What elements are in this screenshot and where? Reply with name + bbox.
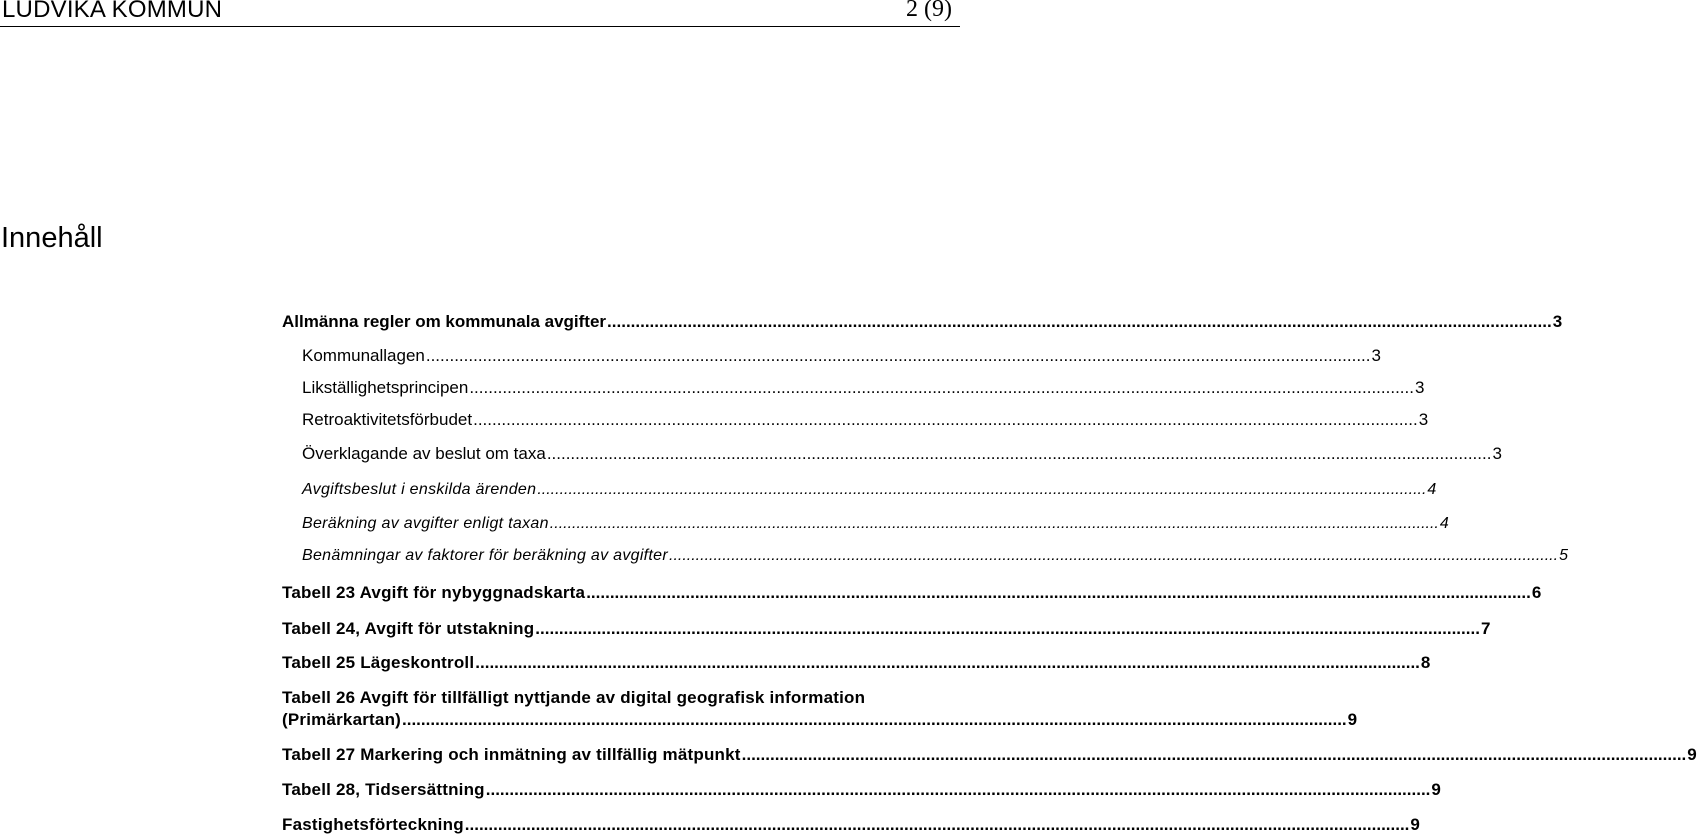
- toc-entry-label: Beräkning av avgifter enligt taxan: [302, 515, 549, 532]
- toc-leader-dots: ........................................................................................................................................................................................................: [469, 378, 1414, 397]
- toc-entry-label: Överklagande av beslut om taxa: [302, 444, 546, 463]
- toc-entry-label: Benämningar av faktorer för beräkning av avgifter: [302, 547, 668, 564]
- toc-entry-label: Avgiftsbeslut i enskilda ärenden: [302, 481, 537, 498]
- toc-leader-dots: ........................................................................................................................................................................................................: [669, 547, 1559, 564]
- toc-entry-label: Likställighetsprincipen: [302, 378, 469, 397]
- toc-entry-page: 9: [1431, 780, 1442, 799]
- toc-entry-avgiftsbeslut[interactable]: [302, 481, 1437, 499]
- page-title: Innehåll: [1, 222, 103, 254]
- toc-entry-page: 7: [1480, 619, 1491, 638]
- toc-leader-dots: ........................................................................................................................................................................................................: [402, 710, 1347, 729]
- toc-leader-dots: ........................................................................................................................................................................................................: [475, 653, 1420, 672]
- toc-leader-dots: ........................................................................................................................................................................................................: [425, 346, 1371, 365]
- toc-leader-dots: ........................................................................................................................................................................................................: [535, 619, 1480, 638]
- toc-entry-tabell-24[interactable]: [282, 619, 1491, 639]
- toc-entry-page: 9: [1347, 710, 1358, 729]
- toc-entry-tabell-26[interactable]: [282, 710, 1358, 730]
- toc-entry-page: 4: [1427, 481, 1437, 498]
- toc-entry-label: Tabell 28, Tidsersättning: [282, 780, 485, 799]
- page-number: 2 (9): [906, 0, 952, 22]
- toc-entry-label: Tabell 27 Markering och inmätning av tillfällig mätpunkt: [282, 745, 741, 764]
- toc-leader-dots: ........................................................................................................................................................................................................: [741, 745, 1687, 764]
- toc-entry-label: Kommunallagen: [302, 346, 425, 365]
- toc-entry-fastighetsforteckning[interactable]: [282, 815, 1421, 835]
- toc-entry-page: 3: [1418, 410, 1429, 429]
- toc-entry-kommunallagen[interactable]: [302, 346, 1381, 366]
- toc-entry-page: 3: [1371, 346, 1381, 365]
- toc-leader-dots: ........................................................................................................................................................................................................: [549, 515, 1439, 532]
- toc-entry-tabell-26-line1[interactable]: Tabell 26 Avgift för tillfälligt nyttjande av digital geografisk information: [282, 688, 866, 707]
- toc-entry-label: Tabell 24, Avgift för utstakning: [282, 619, 535, 638]
- toc-entry-retroaktivitetsforbudet[interactable]: [302, 410, 1429, 430]
- toc-entry-page: 3: [1492, 444, 1502, 463]
- toc-entry-page: 8: [1420, 653, 1431, 672]
- page-header: [0, 0, 960, 27]
- toc-entry-label: Retroaktivitetsförbudet: [302, 410, 473, 429]
- toc-entry-berakning[interactable]: [302, 515, 1450, 533]
- toc-entry-overklagande[interactable]: [302, 444, 1502, 464]
- toc-leader-dots: ........................................................................................................................................................................................................: [485, 780, 1431, 799]
- toc-entry-page: 9: [1687, 745, 1697, 764]
- toc-entry-label: Allmänna regler om kommunala avgifter: [282, 312, 607, 331]
- toc-entry-page: 3: [1552, 312, 1563, 331]
- toc-leader-dots: ........................................................................................................................................................................................................: [607, 312, 1552, 331]
- toc-entry-page: 6: [1531, 583, 1542, 602]
- toc-entry-page: 9: [1410, 815, 1421, 834]
- toc-entry-page: 3: [1414, 378, 1425, 397]
- toc-entry-page: 4: [1439, 515, 1450, 532]
- toc-entry-allmanna-regler[interactable]: [282, 312, 1563, 332]
- toc-entry-tabell-27[interactable]: [282, 745, 1697, 765]
- toc-leader-dots: ........................................................................................................................................................................................................: [586, 583, 1531, 602]
- toc-entry-tabell-25[interactable]: [282, 653, 1431, 673]
- toc-entry-label: Fastighetsförteckning: [282, 815, 464, 834]
- toc-entry-benamningar[interactable]: [302, 547, 1569, 565]
- toc-leader-dots: ........................................................................................................................................................................................................: [537, 481, 1427, 498]
- toc-leader-dots: ........................................................................................................................................................................................................: [464, 815, 1410, 834]
- toc-entry-label: Tabell 23 Avgift för nybyggnadskarta: [282, 583, 586, 602]
- toc-leader-dots: ........................................................................................................................................................................................................: [546, 444, 1492, 463]
- toc-entry-page: 5: [1559, 547, 1569, 564]
- toc-entry-label: (Primärkartan): [282, 710, 402, 729]
- toc-entry-tabell-28[interactable]: [282, 780, 1442, 800]
- toc-entry-tabell-23[interactable]: [282, 583, 1542, 603]
- toc-entry-likstallighetsprincipen[interactable]: [302, 378, 1425, 398]
- toc-leader-dots: ........................................................................................................................................................................................................: [473, 410, 1418, 429]
- organization-name: LUDVIKA KOMMUN: [2, 0, 223, 23]
- toc-entry-label: Tabell 25 Lägeskontroll: [282, 653, 475, 672]
